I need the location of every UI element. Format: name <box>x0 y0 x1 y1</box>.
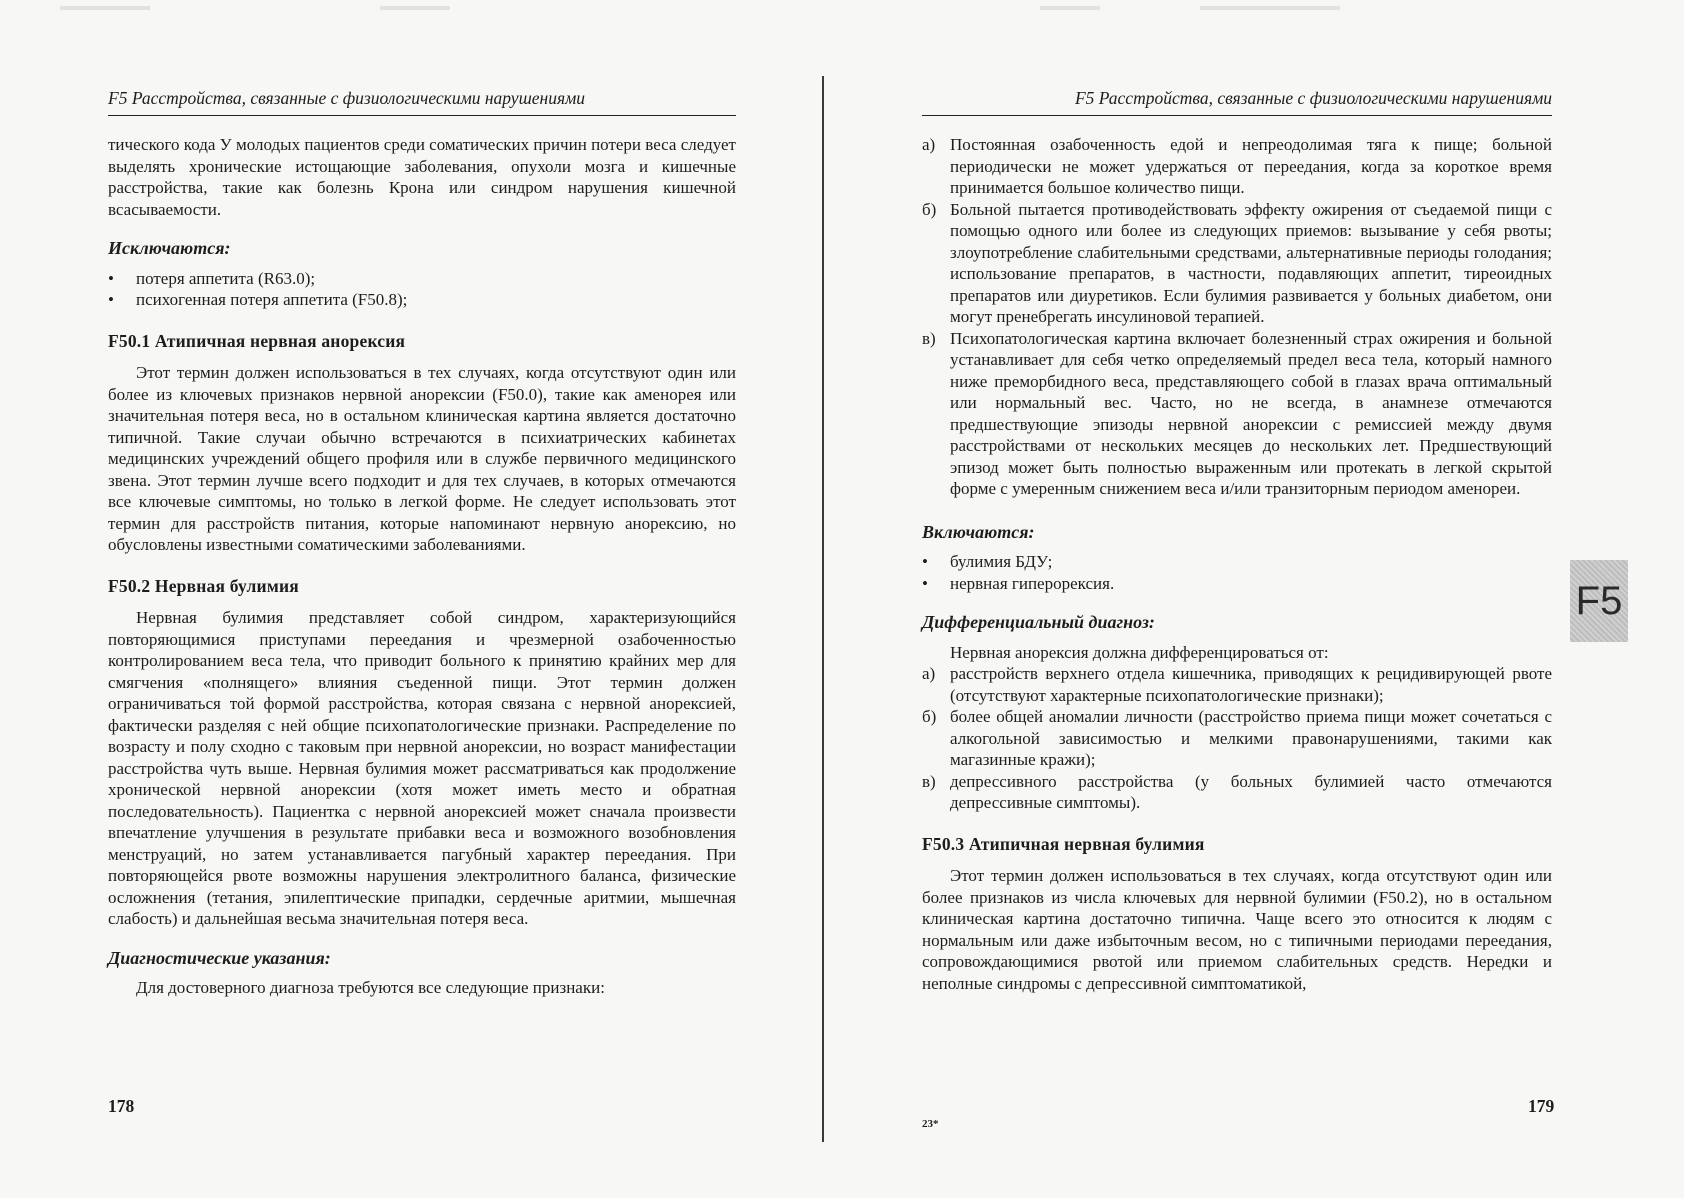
left-page-content <box>108 134 736 999</box>
exclusions-heading: Исключаются: <box>108 238 231 258</box>
exclusions-list <box>108 268 736 311</box>
chapter-thumb-tab: F5 <box>1570 560 1628 642</box>
list-marker: а) <box>922 135 936 154</box>
running-header: F5 Расстройства, связанные с физиологическими нарушениями <box>108 88 736 116</box>
running-header: F5 Расстройства, связанные с физиологическими нарушениями <box>922 88 1552 116</box>
list-item <box>922 134 1552 199</box>
list-item <box>922 771 1552 814</box>
inclusions-list <box>922 551 1552 594</box>
list-item <box>922 199 1552 328</box>
list-item-text: Больной пытается противодействовать эффекту ожирения от съедаемой пищи с помощью одного или более из следующих приемов: вызывание у себя рвоты; злоупотребление слабительными средствами, альтернативные периоды голодания; использование препаратов, в частности, подавляющих аппетит, тиреоидных препаратов или диуретиков. Если булимия развивается у больных диабетом, они могут пренебрегать инсулиновой терапией. <box>950 199 1552 326</box>
list-item-text: более общей аномалии личности (расстройство приема пищи может сочетаться с алкогольной зависимостью и мелкими правонарушениями, такими как магазинные кражи); <box>950 707 1552 769</box>
signature-mark: 23* <box>922 1118 939 1130</box>
list-item: • потеря аппетита (R63.0); <box>108 268 736 290</box>
section-heading-f501: F50.1 Атипичная нервная анорексия <box>108 330 406 351</box>
f502-paragraph: Нервная булимия представляет собой синдром, характеризующийся повторяющимися приступами переедания и чрезмерной озабоченностью контролированием веса тела, что приводит больного к принятию крайних мер для смягчения «полнящего» влияния съеденной пищи. Этот термин должен ограничиваться той формой расстройства, которая связана с нервной анорексией, фактически разделяя с ней общие психопатологические признаки. Распределение по возрасту и полу сходно с таковым при нервной анорексии, но возраст манифестации расстройства чуть выше. Нервная булимия может рассматриваться как продолжение хронической нервной анорексии (хотя может иметь место и обратная последовательность). Пациентка с нервной анорексией может сначала произвести впечатление улучшения в результате прибавки веса и возможного возобновления менструаций, но затем устанавливается пагубный характер переедания. При повторяющейся рвоте возможны нарушения электролитного баланса, физические осложнения (тетания, эпилептические припадки, сердечные аритмии, мышечная слабость) и дальнейшая весьма значительная потеря веса. <box>108 608 736 928</box>
differential-diagnosis-heading: Дифференциальный диагноз: <box>922 612 1155 632</box>
list-item <box>922 663 1552 706</box>
f503-paragraph: Этот термин должен использоваться в тех случаях, когда отсутствуют один или более признаков из числа ключевых для нервной булимии (F50.2), но в остальном клиническая картина достаточно типична. Чаще всего это относится к людям с нормальным или даже избыточным весом, но с типичными периодами переедания, сопровождающимися рвотой или приемом слабительных средств. Нередки и неполные синдромы с депрессивной симптоматикой, <box>922 866 1552 993</box>
list-item: • нервная гиперорексия. <box>922 573 1552 595</box>
list-item-text: расстройств верхнего отдела кишечника, приводящих к рецидивирующей рвоте (отсутствуют характерные психопатологические признаки); <box>950 664 1552 705</box>
section-heading-f502: F50.2 Нервная булимия <box>108 575 299 596</box>
list-item-text: депрессивного расстройства (у больных булимией часто отмечаются депрессивные симптомы). <box>950 771 1552 812</box>
list-item: • психогенная потеря аппетита (F50.8); <box>108 289 736 311</box>
f501-paragraph: Этот термин должен использоваться в тех случаях, когда отсутствуют один или более из ключевых признаков нервной анорексии (F50.0), такие как аменорея или значительная потеря веса, но в остальном клиническая картина является достаточно типичной. Такие случаи обычно встречаются в психиатрических кабинетах медицинских учреждений общего профиля или в службе первичного медицинского звена. Этот термин лучше всего подходит и для тех случаев, в которых отмечаются все ключевые симптомы, но только в легкой форме. Не следует использовать этот термин для расстройств питания, которые напоминают нервную анорексию, но обусловлены известными соматическими заболеваниями. <box>108 363 736 554</box>
list-marker: в) <box>922 771 936 791</box>
list-item-text: Постоянная озабоченность едой и непреодолимая тяга к пище; больной периодически не может удержаться от переедания, когда за короткое время принимается большое количество пищи. <box>950 135 1552 197</box>
list-marker: б) <box>922 707 937 726</box>
list-item: • булимия БДУ; <box>922 551 1552 573</box>
differential-intro: Нервная анорексия должна дифференцироваться от: <box>950 642 1329 662</box>
diagnostic-guidelines-text: Для достоверного диагноза требуются все следующие признаки: <box>136 978 605 997</box>
intro-paragraph: тического кода У молодых пациентов среди соматических причин потери веса следует выделять хронические истощающие заболевания, опухоли мозга и кишечные расстройства, такие как болезнь Крона или синдром нарушения кишечной всасываемости. <box>108 135 736 219</box>
page-number: 178 <box>108 1096 135 1116</box>
differential-list <box>922 663 1552 814</box>
list-item-text: Психопатологическая картина включает болезненный страх ожирения и больной устанавливает для себя четко определяемый предел веса тела, который намного ниже преморбидного веса, представляющего собой в глазах врача оптимальный или нормальный вес. Часто, но не всегда, в анамнезе отмечаются предшествующие эпизоды нервной анорексии с ремиссией между двумя расстройствами от нескольких месяцев до нескольких лет. Предшествующий эпизод может быть полностью выраженным или протекать в легкой скрытой форме с умеренным снижением веса и/или транзиторным периодом аменореи. <box>950 328 1552 498</box>
page-number: 179 <box>1528 1096 1555 1116</box>
list-item <box>922 328 1552 500</box>
left-page <box>0 0 830 1198</box>
diagnostic-guidelines-heading: Диагностические указания: <box>108 947 331 968</box>
list-item <box>922 706 1552 771</box>
list-marker: б) <box>922 199 937 219</box>
right-page-content <box>922 134 1552 994</box>
criteria-list <box>922 134 1552 500</box>
list-marker: в) <box>922 328 936 348</box>
right-page <box>830 0 1684 1198</box>
list-marker: а) <box>922 664 936 683</box>
section-heading-f503: F50.3 Атипичная нервная булимия <box>922 833 1205 854</box>
inclusions-heading: Включаются: <box>922 521 1035 542</box>
